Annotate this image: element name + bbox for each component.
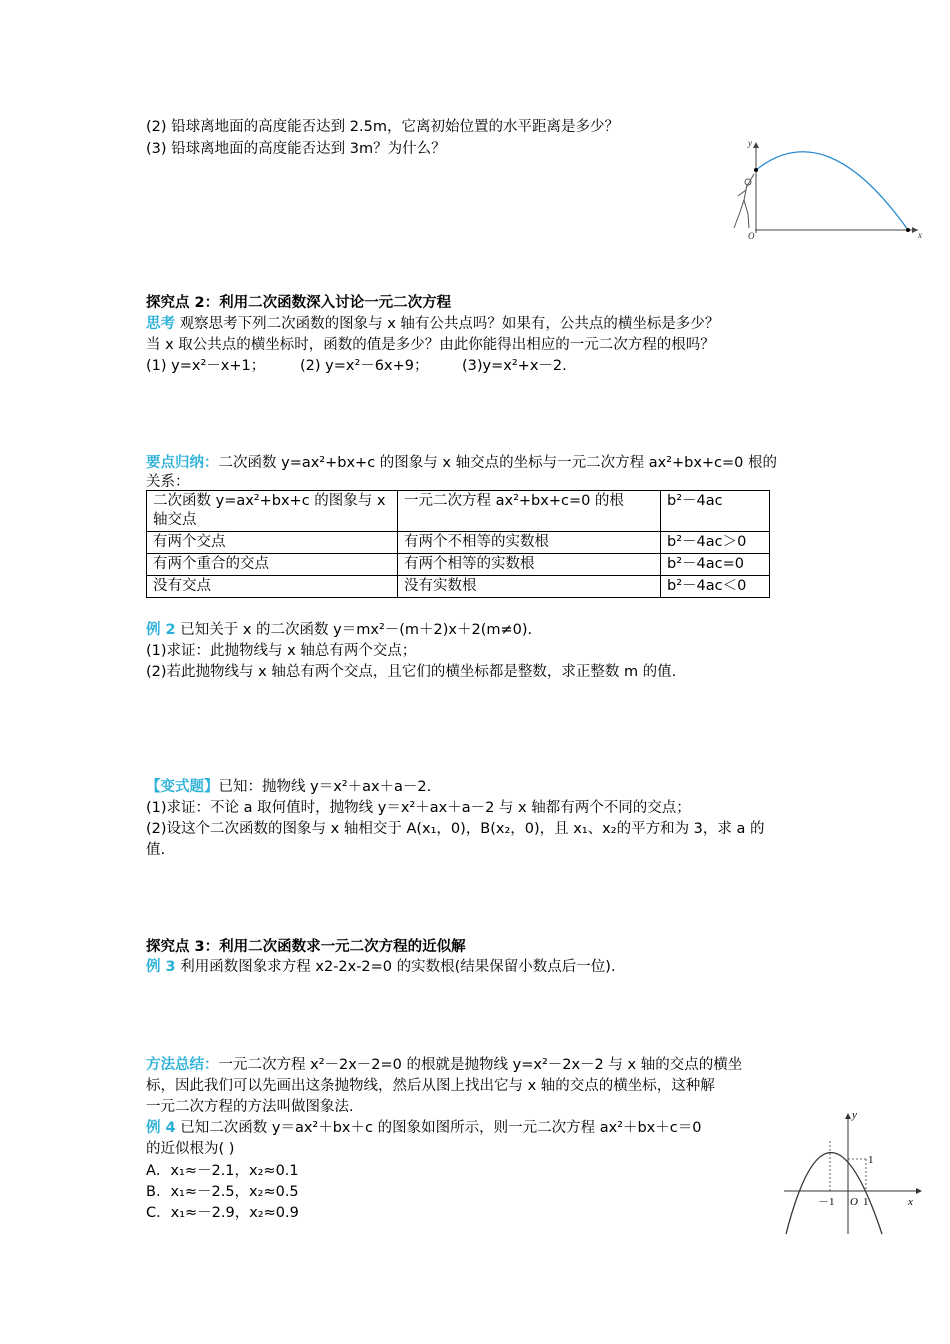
example2-part2: (2)若此抛物线与 x 轴总有两个交点，且它们的横坐标都是整数，求正整数 m 的值. <box>146 664 677 680</box>
think-label: 思考 <box>146 316 175 332</box>
think-text-1: 观察思考下列二次函数的图象与 x 轴有公共点吗？如果有，公共点的横坐标是多少？ <box>175 316 720 332</box>
table-cell: 有两个交点 <box>147 532 398 554</box>
method-line-2: 标，因此我们可以先画出这条抛物线，然后从图上找出它与 x 轴的交点的横坐标，这种解 <box>146 1078 715 1094</box>
option-c: C．x₁≈－2.9，x₂≈0.9 <box>146 1205 299 1221</box>
table-header: b²－4ac <box>661 491 770 532</box>
table-cell: 没有交点 <box>147 576 398 598</box>
parabola-figure <box>780 1106 930 1236</box>
y-axis-arrow <box>845 1113 851 1119</box>
example4-line <box>146 1118 701 1138</box>
variant-part2a: (2)设这个二次函数的图象与 x 轴相交于 A(x₁，0)，B(x₂，0)，且 x₁、x₂的平方和为 3，求 a 的 <box>146 821 765 837</box>
table-header: 二次函数 y=ax²+bx+c 的图象与 x 轴交点 <box>147 491 398 532</box>
method-line-3: 一元二次方程的方法叫做图象法. <box>146 1099 354 1115</box>
method-line-1 <box>146 1055 742 1075</box>
variant-label: 【变式题】 <box>146 779 219 795</box>
example4-line-2: 的近似根为( ) <box>146 1141 235 1157</box>
question-3: (3) 铅球离地面的高度能否达到 3m？为什么？ <box>146 141 446 157</box>
table-cell: b²－4ac＞0 <box>661 532 770 554</box>
variant-part2b: 值. <box>146 842 166 858</box>
athlete-figure <box>734 174 754 228</box>
origin-label: O <box>850 1196 858 1208</box>
method-text-1: 一元二次方程 x²－2x－2=0 的根就是抛物线 y=x²－2x－2 与 x 轴的交点的横坐 <box>218 1057 743 1073</box>
function-1: (1) y=x²－x+1； <box>146 358 266 374</box>
function-2: (2) y=x²－6x+9； <box>300 358 429 374</box>
summary-text-1: 二次函数 y=ax²+bx+c 的图象与 x 轴交点的坐标与一元二次方程 ax²+bx+c=0 根的 <box>218 455 778 471</box>
option-b: B．x₁≈－2.5，x₂≈0.5 <box>146 1184 299 1200</box>
example2-line <box>146 620 532 640</box>
table-row <box>147 554 770 576</box>
example2-label: 例 2 <box>146 622 176 638</box>
axis-label-x: x <box>908 1196 913 1208</box>
summary-label: 要点归纳： <box>146 455 219 471</box>
example2-part1: (1)求证：此抛物线与 x 轴总有两个交点； <box>146 643 417 659</box>
trajectory-curve <box>756 152 908 230</box>
table-header-row <box>147 491 770 532</box>
tick-label-y1: 1 <box>868 1154 874 1166</box>
example3-label: 例 3 <box>146 959 176 975</box>
table-row <box>147 532 770 554</box>
method-label: 方法总结： <box>146 1057 219 1073</box>
function-3: (3)y=x²+x－2. <box>462 358 567 374</box>
shotput-trajectory-figure <box>726 138 926 240</box>
variant-line <box>146 777 431 797</box>
axis-label-x: x <box>918 230 922 240</box>
table-cell: 没有实数根 <box>398 576 661 598</box>
summary-line-1 <box>146 453 777 473</box>
axis-label-y: y <box>748 138 752 148</box>
table-cell: 有两个相等的实数根 <box>398 554 661 576</box>
example2-text: 已知关于 x 的二次函数 y＝mx²－(m＋2)x＋2(m≠0). <box>175 622 533 638</box>
roots-relation-table <box>146 490 770 598</box>
example3-text: 利用函数图象求方程 x2-2x-2=0 的实数根(结果保留小数点后一位). <box>175 959 616 975</box>
start-point <box>754 168 758 172</box>
table-cell: b²－4ac=0 <box>661 554 770 576</box>
table-cell: b²－4ac＜0 <box>661 576 770 598</box>
origin-label: O <box>748 231 755 240</box>
x-axis-arrow <box>916 1188 922 1194</box>
variant-text: 已知：抛物线 y＝x²＋ax＋a－2. <box>218 779 432 795</box>
option-a: A．x₁≈－2.1，x₂≈0.1 <box>146 1163 299 1179</box>
axis-label-y: y <box>852 1109 857 1121</box>
example4-label: 例 4 <box>146 1120 176 1136</box>
table-row <box>147 576 770 598</box>
section3-heading: 探究点 3：利用二次函数求一元二次方程的近似解 <box>146 939 466 955</box>
example3-line <box>146 957 616 977</box>
landing-point <box>906 228 910 232</box>
tick-label-neg1: －1 <box>818 1196 835 1208</box>
table-cell: 有两个重合的交点 <box>147 554 398 576</box>
think-line-2: 当 x 取公共点的横坐标时，函数的值是多少？由此你能得出相应的一元二次方程的根吗？ <box>146 337 715 353</box>
y-axis-arrow <box>753 142 759 148</box>
example4-text: 已知二次函数 y＝ax²＋bx＋c 的图象如图所示，则一元二次方程 ax²＋bx＋c＝0 <box>175 1120 702 1136</box>
table-cell: 有两个不相等的实数根 <box>398 532 661 554</box>
question-2: (2) 铅球离地面的高度能否达到 2.5m，它离初始位置的水平距离是多少？ <box>146 119 619 135</box>
table-header: 一元二次方程 ax²+bx+c=0 的根 <box>398 491 661 532</box>
summary-line-2: 关系： <box>146 474 190 490</box>
think-line-1 <box>146 314 719 334</box>
variant-part1: (1)求证：不论 a 取何值时，抛物线 y＝x²＋ax＋a－2 与 x 轴都有两个不同的交点； <box>146 800 691 816</box>
tick-label-1: 1 <box>863 1196 869 1208</box>
section2-heading: 探究点 2：利用二次函数深入讨论一元二次方程 <box>146 295 452 311</box>
